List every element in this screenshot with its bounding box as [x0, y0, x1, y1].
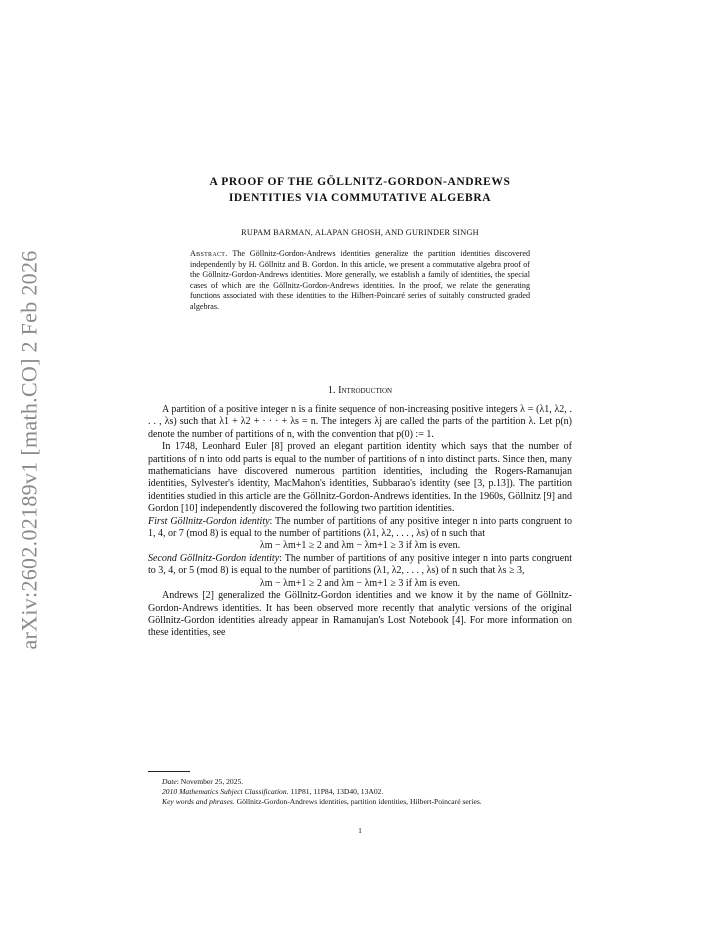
title-line-2: IDENTITIES VIA COMMUTATIVE ALGEBRA [228, 192, 492, 204]
footnote-msc-label: 2010 Mathematics Subject Classification. [162, 787, 289, 796]
authors: RUPAM BARMAN, ALAPAN GHOSH, AND GURINDER SINGH [241, 228, 479, 237]
footnotes [148, 777, 572, 807]
equation-2: λm − λm+1 ≥ 2 and λm − λm+1 ≥ 3 if λm is even. [259, 577, 461, 589]
paragraph-2: In 1748, Leonhard Euler [8] proved an elegant partition identity which says that the number of partitions of n into odd parts is equal to the number of partitions of n into distinct parts. Since then, many mathematicians have discovered numerous partition identities, including the Rogers-Ramanujan identities, Sylvester's identity, MacMahon's identities, Subbarao's identity (see [3, p.13]). The partition identities studied in this article are the Göllnitz-Gordon-Andrews identities. In the 1960s, Göllnitz [9] and Gordon [10] independently discovered the following two partition identities. [148, 441, 572, 515]
first-identity-text: : The number of partitions of any positive integer n into parts congruent to 1, 4, or 7 (mod 8) is equal to the number of partitions (λ1, λ2, . . . , λs) of n such that [148, 515, 572, 540]
equation-1: λm − λm+1 ≥ 2 and λm − λm+1 ≥ 3 if λm is even. [259, 540, 461, 552]
page-number: 1 [358, 826, 362, 835]
second-identity-label: Second Göllnitz-Gordon identity [148, 552, 280, 564]
paragraph-1: A partition of a positive integer n is a finite sequence of non-increasing positive integers λ = (λ1, λ2, . . . , λs) such that λ1 + λ2 + · · · + λs = n. The integers λj are called the parts of the partition λ. Let p(n) denote the number of partitions of n, with the convention that p(0) := 1. [148, 404, 572, 440]
abstract-heading: Abstract. [190, 249, 228, 258]
footnote-keywords [148, 797, 572, 807]
footnote-date-value: : November 25, 2025. [176, 777, 244, 786]
section-title: Introduction [338, 385, 393, 396]
first-identity-label: First Göllnitz-Gordon identity [148, 515, 270, 527]
footnote-keywords-value: Göllnitz-Gordon-Andrews identities, partition identities, Hilbert-Poincaré series. [234, 797, 482, 806]
paragraph-3: Andrews [2] generalized the Göllnitz-Gordon identities and we know it by the name of Göllnitz-Gordon-Andrews identities. It has been observed more recently that analytic versions of the original Göllnitz-Gordon identities already appear in Ramanujan's Lost Notebook [4]. For more information on these identities, see [148, 590, 572, 639]
body-text [148, 404, 572, 640]
section-number: 1. [327, 385, 336, 396]
second-identity-text: : The number of partitions of any positive integer n into parts congruent to 3, 4, or 5 (mod 8) is equal to the number of partitions (λ1, λ2, . . . , λs) of n such that λs ≥ 3, [148, 552, 572, 577]
first-identity [148, 516, 572, 541]
footnote-rule [148, 771, 190, 772]
footnote-msc-value: 11P81, 11P84, 13D40, 13A02. [288, 787, 384, 796]
footnote-date-label: Date [162, 777, 177, 786]
paper-title [148, 174, 572, 206]
arxiv-identifier-text: arXiv:2602.02189v1 [math.CO] 2 Feb 2026 [17, 250, 43, 650]
title-line-1: A PROOF OF THE GÖLLNITZ-GORDON-ANDREWS [209, 176, 511, 188]
section-heading [148, 385, 572, 396]
second-identity [148, 553, 572, 578]
footnote-date [148, 777, 572, 787]
arxiv-identifier [10, 250, 50, 650]
footnote-keywords-label: Key words and phrases. [162, 797, 235, 806]
abstract-text: The Göllnitz-Gordon-Andrews identities generalize the partition identities discovered independently by H. Göllnitz and B. Gordon. In this article, we present a commutative algebra proof of the Göllnitz-Gordon-Andrews identities. More generally, we establish a family of identities, the special cases of which are the Göllnitz-Gordon-Andrews identities. In the proof, we relate the generating functions associated with these identities to the Hilbert-Poincaré series of suitably constructed graded algebras. [190, 249, 530, 311]
footnote-msc [148, 787, 572, 797]
abstract [190, 249, 530, 313]
